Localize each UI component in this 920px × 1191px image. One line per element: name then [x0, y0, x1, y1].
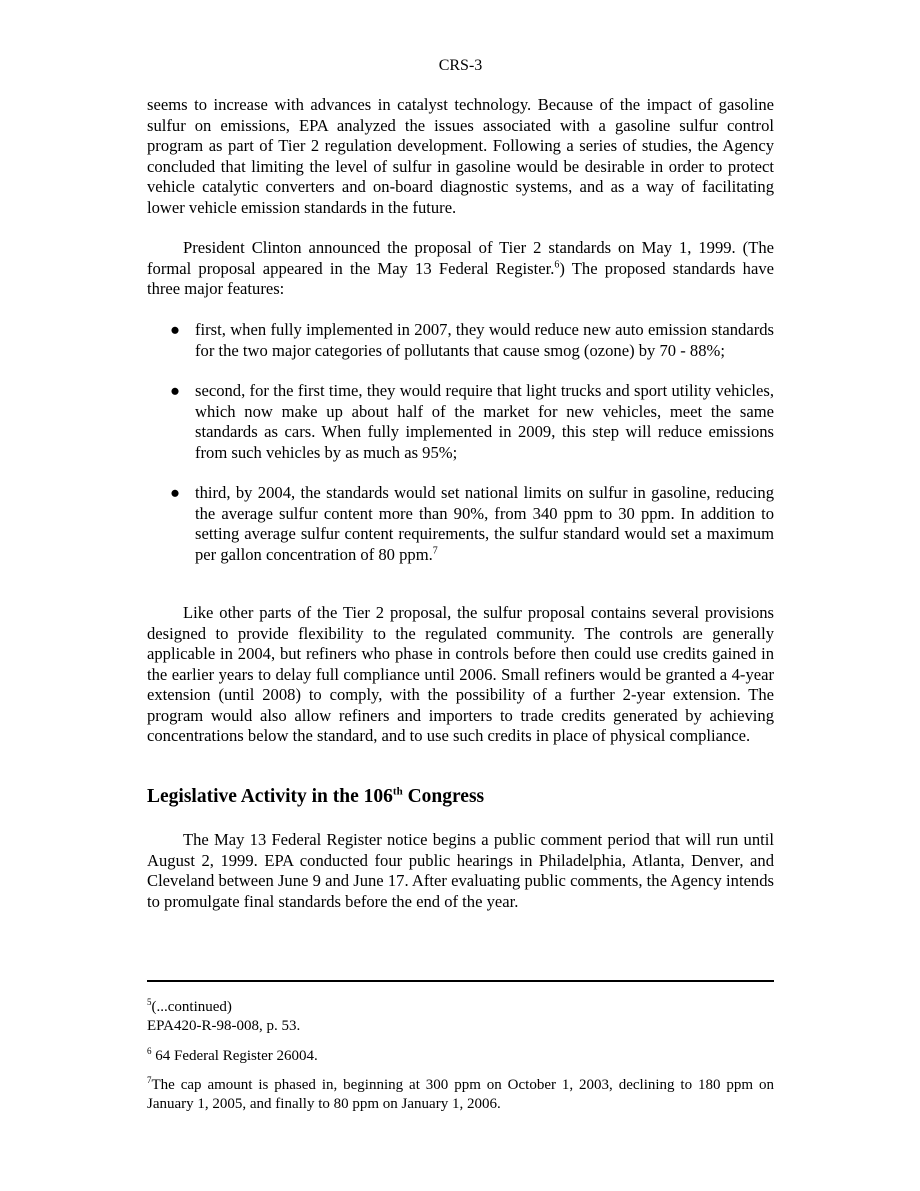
heading-text: Legislative Activity in the 106: [147, 786, 393, 807]
paragraph-sulfur-flexibility: Like other parts of the Tier 2 proposal, the sulfur proposal contains several provisions designed to provide flexibility to the regulated community. The controls are generally applicable in 2004, but refiners who phase in controls before then could use credits gained in the earlier years to delay full compliance until 2006. Small refiners would be granted a 4-year extension (until 2008) to comply, with the possibility of a further 2-year extension. The program would also allow refiners and importers to trade credits generated by achieving concentrations below the standard, and to use such credits in place of physical compliance.: [147, 603, 774, 745]
paragraph-tier2-proposal: [147, 238, 774, 300]
list-item-text: second, for the first time, they would require that light trucks and sport utility vehicles, which now make up about half of the market for new vehicles, meet the same standards as cars. When fully implemented in 2009, this step will reduce emissions from such vehicles by as much as 95%;: [195, 381, 774, 462]
features-list: [147, 320, 774, 585]
paragraph-text: President Clinton announced the proposal of Tier 2 standards on May 1, 1999. (The formal proposal appeared in the May 13 Federal Register.: [147, 238, 774, 278]
paragraph-gasoline-sulfur: seems to increase with advances in catalyst technology. Because of the impact of gasoline sulfur on emissions, EPA analyzed the issues associated with a gasoline sulfur control program as part of Tier 2 regulation development. Following a series of studies, the Agency concluded that limiting the level of sulfur in gasoline would be desirable in order to protect vehicle catalytic converters and on-board diagnostic systems, and as a way of facilitating lower vehicle emission standards in the future.: [147, 95, 774, 217]
heading-superscript: th: [392, 785, 403, 798]
footnote-number: 5: [147, 997, 152, 1007]
paragraph-comment-period: The May 13 Federal Register notice begins a public comment period that will run until August 2, 1999. EPA conducted four public hearings in Philadelphia, Atlanta, Denver, and Cleveland between June 9 and June 17. After evaluating public comments, the Agency intends to promulgate final standards before the end of the year.: [147, 830, 774, 911]
list-item: [147, 320, 774, 361]
list-item-text: first, when fully implemented in 2007, they would reduce new auto emission standards for the two major categories of pollutants that cause smog (ozone) by 70 - 88%;: [195, 320, 774, 360]
footnote-number: 7: [147, 1075, 152, 1085]
footnote-number: 6: [147, 1046, 152, 1056]
footnote-text: The cap amount is phased in, beginning at 300 ppm on October 1, 2003, declining to 180 ppm on January 1, 2005, and finally to 80 ppm on January 1, 2006.: [147, 1077, 774, 1112]
bullet-icon: ●: [170, 320, 181, 339]
paragraph-text: ) The proposed standards have three major features:: [147, 258, 774, 298]
footnote-ref-6[interactable]: 6: [554, 258, 560, 270]
footnote-5: [147, 998, 774, 1036]
footnote-line: EPA420-R-98-008, p. 53.: [147, 1018, 301, 1034]
footnote-divider: [147, 980, 774, 982]
footnote-text: (...continued): [151, 999, 232, 1015]
footnote-text: 64 Federal Register 26004.: [151, 1048, 318, 1064]
page-header: CRS-3: [438, 57, 483, 74]
list-item: [147, 381, 774, 463]
section-heading: [147, 785, 484, 809]
footnote-line: [147, 998, 774, 1017]
list-item: [147, 483, 774, 565]
footnote-7: [147, 1076, 774, 1114]
heading-text-tail: Congress: [402, 786, 485, 807]
footnote-ref-7[interactable]: 7: [432, 544, 438, 556]
list-item-text: third, by 2004, the standards would set national limits on sulfur in gasoline, reducing the average sulfur content more than 90%, from 340 ppm to 30 ppm. In addition to setting average sulfur content requirements, the sulfur standard would set a maximum per gallon concentration of 80 ppm.: [195, 483, 774, 564]
bullet-icon: ●: [170, 483, 181, 502]
bullet-icon: ●: [170, 381, 181, 400]
footnote-6: [147, 1047, 774, 1066]
